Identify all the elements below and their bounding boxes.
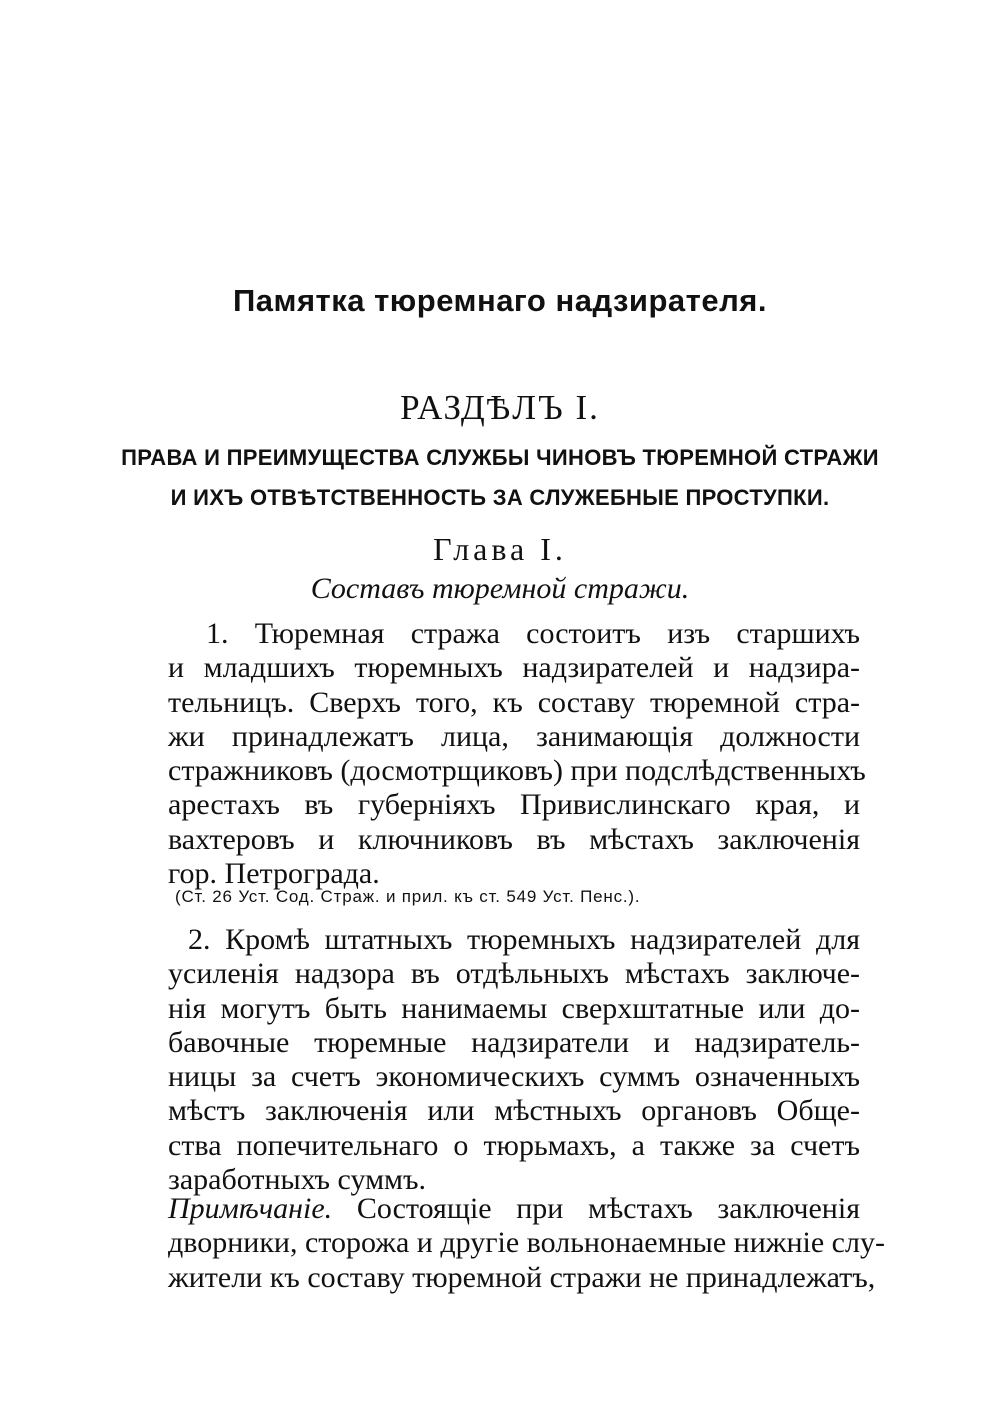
section-subtitle-line: ПРАВА И ПРЕИМУЩЕСТВА СЛУЖБЫ ЧИНОВЪ ТЮРЕМНОЙ СТРАЖИ	[121, 445, 879, 470]
text-line: ницы за счетъ экономическихъ суммъ означенныхъ	[168, 1060, 860, 1094]
legal-citation: (Ст. 26 Уст. Сод. Страж. и прил. къ ст. 549 Уст. Пенс.).	[175, 887, 641, 906]
page-title: Памятка тюремнаго надзирателя.	[233, 283, 767, 318]
note-paragraph	[168, 1192, 885, 1295]
note-label: Примѣчаніе.	[168, 1192, 333, 1225]
text-line: 2. Кромѣ штатныхъ тюремныхъ надзирателей для	[188, 923, 860, 956]
text-line: заработныхъ суммъ.	[168, 1163, 427, 1197]
text-line: ства попечительнаго о тюрьмахъ, а также за счетъ	[168, 1128, 860, 1162]
text-line: арестахъ въ губерніяхъ Привислинскаго края, и	[168, 788, 860, 822]
paragraph-2	[168, 923, 860, 1197]
text-line: жи принадлежатъ лица, занимающія должности	[168, 719, 860, 753]
chapter-subtitle: Составъ тюремной стражи.	[310, 572, 690, 605]
text-line: вахтеровъ и ключниковъ въ мѣстахъ заключенія	[168, 822, 860, 856]
text-line: стражниковъ (досмотрщиковъ) при подслѣдственныхъ	[168, 754, 866, 788]
text-line: гор. Петрограда.	[168, 857, 380, 891]
text-line: и младшихъ тюремныхъ надзирателей и надзира-	[168, 651, 860, 685]
text-line	[168, 1192, 860, 1226]
text-line: дворники, сторожа и другіе вольнонаемные нижніе слу-	[168, 1226, 885, 1260]
section-heading: РАЗДѢЛЪ I.	[400, 388, 600, 427]
text-line: мѣстъ заключенія или мѣстныхъ органовъ Обще-	[168, 1094, 860, 1128]
text-line: 1. Тюремная стража состоитъ изъ старшихъ	[206, 617, 860, 650]
section-subtitle	[0, 438, 1000, 518]
chapter-heading: Глава I.	[433, 531, 567, 567]
text-line: жители къ составу тюремной стражи не принадлежатъ,	[168, 1260, 876, 1294]
text-line: тельницъ. Сверхъ того, къ составу тюремной стра-	[168, 685, 860, 719]
text-line: усиленія надзора въ отдѣльныхъ мѣстахъ заключе-	[168, 957, 860, 991]
section-subtitle-line: И ИХЪ ОТВѢТСТВЕННОСТЬ ЗА СЛУЖЕБНЫЕ ПРОСТУПКИ.	[170, 485, 830, 510]
text-line: нія могутъ быть нанимаемы сверхштатные или до-	[168, 991, 860, 1025]
paragraph-1	[168, 617, 866, 891]
note-text: Состоящіе при мѣстахъ заключенія	[356, 1192, 860, 1225]
text-line: бавочные тюремные надзиратели и надзиратель-	[168, 1025, 860, 1059]
